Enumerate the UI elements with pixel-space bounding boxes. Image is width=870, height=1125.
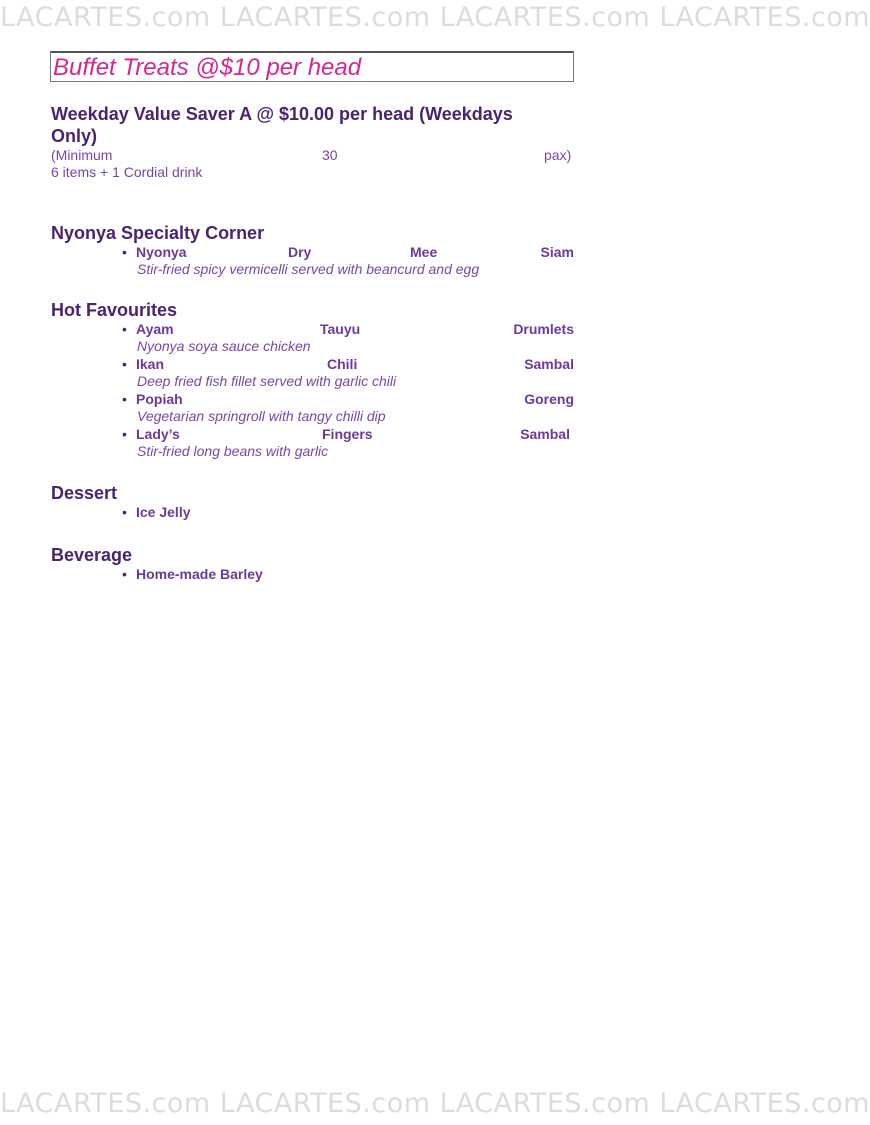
- bullet-icon: •: [122, 566, 127, 582]
- section-heading-beverage: Beverage: [51, 545, 133, 565]
- menu-item: [122, 504, 574, 522]
- item-word: Tauyu: [320, 321, 361, 337]
- menu-item: [122, 426, 574, 444]
- watermark-top: LACARTES.com LACARTES.com LACARTES.com LACARTES.com: [0, 2, 870, 33]
- minimum-open: (Minimum: [51, 147, 113, 163]
- item-word: Nyonya: [136, 244, 187, 260]
- minimum-close: pax): [544, 147, 572, 163]
- menu-title-box: [50, 51, 574, 82]
- bullet-icon: •: [122, 391, 127, 407]
- bullet-icon: •: [122, 244, 127, 260]
- item-description: Nyonya soya sauce chicken: [137, 338, 311, 354]
- item-word: Lady’s: [136, 426, 180, 442]
- item-word: Fingers: [322, 426, 373, 442]
- bullet-icon: •: [122, 426, 127, 442]
- menu-title: Buffet Treats @$10 per head: [53, 54, 362, 81]
- item-word: Sambal: [524, 356, 574, 372]
- section-heading-hot-favourites: Hot Favourites: [51, 300, 178, 320]
- item-word: Ikan: [136, 356, 165, 372]
- minimum-value: 30: [322, 147, 338, 163]
- bullet-icon: •: [122, 356, 127, 372]
- item-word: Dry: [288, 244, 312, 260]
- bullet-icon: •: [122, 321, 127, 337]
- offer-heading: Weekday Value Saver A @ $10.00 per head (Weekdays Only): [51, 104, 513, 146]
- menu-item: [122, 244, 574, 262]
- watermark-bottom: LACARTES.com LACARTES.com LACARTES.com LACARTES.com: [0, 1088, 870, 1119]
- menu-item: [122, 356, 574, 374]
- item-description: Stir-fried long beans with garlic: [137, 443, 329, 459]
- item-description: Deep fried fish fillet served with garlic chili: [137, 373, 397, 389]
- item-word: Mee: [410, 244, 438, 260]
- item-word: Drumlets: [513, 321, 574, 337]
- item-description: Stir-fried spicy vermicelli served with beancurd and egg: [137, 261, 480, 277]
- item-word: Goreng: [524, 391, 574, 407]
- item-word: Chili: [327, 356, 358, 372]
- section-heading-dessert: Dessert: [51, 483, 118, 503]
- item-description: Vegetarian springroll with tangy chilli dip: [137, 408, 386, 424]
- menu-item: [122, 566, 574, 584]
- item-word: Popiah: [136, 391, 183, 407]
- menu-item: [122, 391, 574, 409]
- item-word: Sambal: [520, 426, 570, 442]
- item-word: Ayam: [136, 321, 174, 337]
- section-heading-nyonya: Nyonya Specialty Corner: [51, 223, 265, 243]
- item-word: Ice Jelly: [136, 504, 191, 520]
- menu-item: [122, 321, 574, 339]
- items-note: 6 items + 1 Cordial drink: [51, 164, 203, 180]
- item-word: Home-made Barley: [136, 566, 263, 582]
- item-word: Siam: [540, 244, 574, 260]
- bullet-icon: •: [122, 504, 127, 520]
